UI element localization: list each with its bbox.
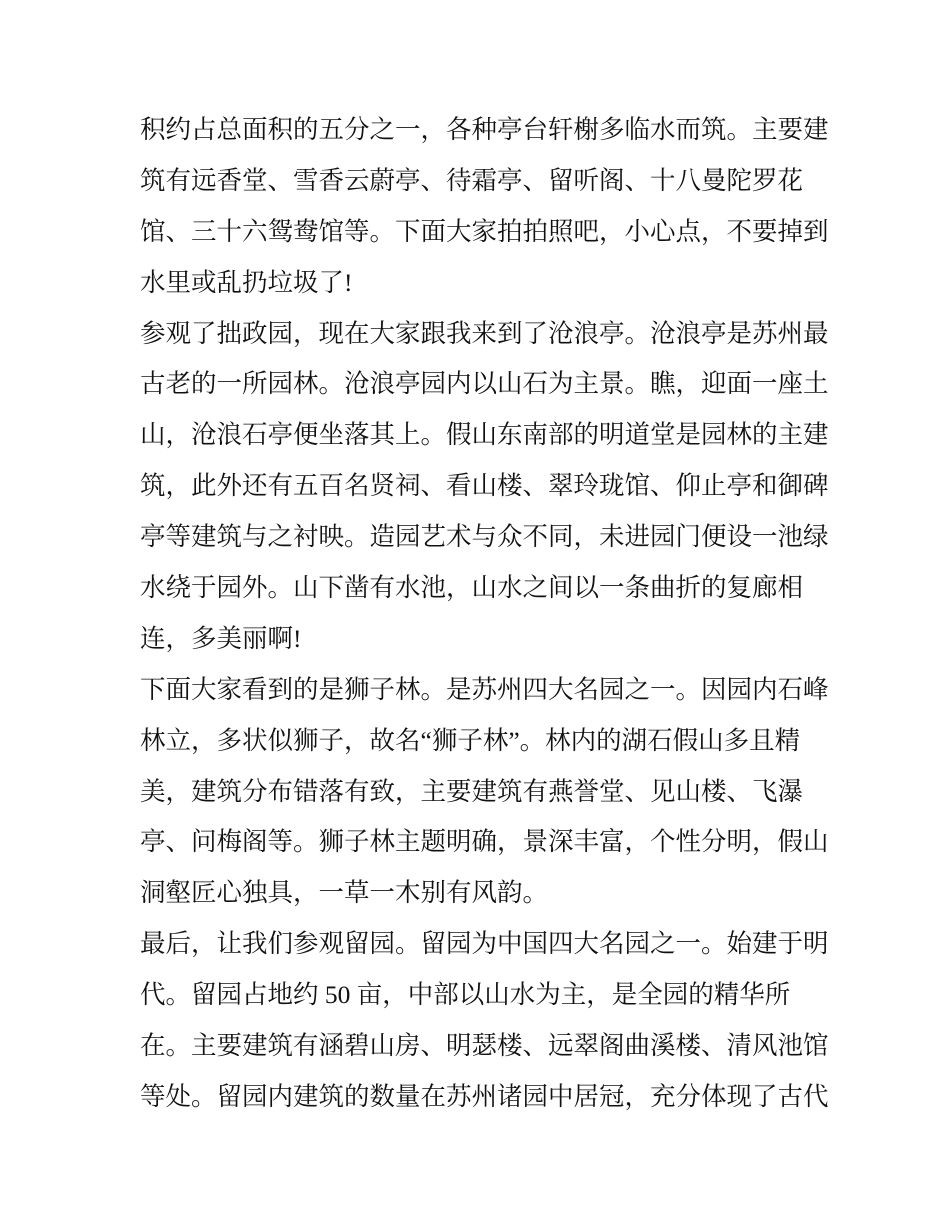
text-line: 等处。留园内建筑的数量在苏州诸园中居冠，充分体现了古代 bbox=[140, 1081, 829, 1111]
text-line: 水里或乱扔垃圾了! bbox=[140, 267, 353, 297]
text-line: 下面大家看到的是狮子林。是苏州四大名园之一。因园内石峰 bbox=[140, 674, 829, 704]
text-line: 山，沧浪石亭便坐落其上。假山东南部的明道堂是园林的主建 bbox=[140, 420, 829, 450]
text-line: 亭等建筑与之衬映。造园艺术与众不同，未进园门便设一池绿 bbox=[140, 522, 829, 552]
text-line: 馆、三十六鸳鸯馆等。下面大家拍拍照吧，小心点，不要掉到 bbox=[140, 216, 829, 246]
text-line: 最后，让我们参观留园。留园为中国四大名园之一。始建于明 bbox=[140, 929, 829, 959]
text-line: 筑有远香堂、雪香云蔚亭、待霜亭、留听阁、十八曼陀罗花 bbox=[140, 165, 804, 195]
text-line: 积约占总面积的五分之一，各种亭台轩榭多临水而筑。主要建 bbox=[140, 115, 829, 144]
paragraph-lingering-garden bbox=[140, 919, 829, 1123]
paragraph-lion-grove bbox=[140, 665, 829, 919]
text-line: 古老的一所园林。沧浪亭园内以山石为主景。瞧，迎面一座土 bbox=[140, 369, 829, 399]
text-line: 亭、问梅阁等。狮子林主题明确，景深丰富，个性分明，假山 bbox=[140, 827, 829, 857]
paragraph-zhuozheng-garden bbox=[140, 105, 829, 309]
text-line: 筑，此外还有五百名贤祠、看山楼、翠玲珑馆、仰止亭和御碑 bbox=[140, 471, 829, 501]
text-line: 在。主要建筑有涵碧山房、明瑟楼、远翠阁曲溪楼、清风池馆 bbox=[140, 1031, 829, 1061]
text-line: 美，建筑分布错落有致，主要建筑有燕誉堂、见山楼、飞瀑 bbox=[140, 776, 804, 806]
text-line: 代。留园占地约 50 亩，中部以山水为主，是全园的精华所 bbox=[140, 980, 791, 1010]
text-line: 洞壑匠心独具，一草一木别有风韵。 bbox=[140, 878, 549, 908]
text-line: 林立，多状似狮子，故名“狮子林”。林内的湖石假山多且精 bbox=[140, 725, 801, 755]
text-line: 水绕于园外。山下凿有水池，山水之间以一条曲折的复廊相 bbox=[140, 573, 804, 603]
document-page bbox=[140, 105, 829, 1123]
text-line: 参观了拙政园，现在大家跟我来到了沧浪亭。沧浪亭是苏州最 bbox=[140, 318, 829, 348]
text-line: 连，多美丽啊! bbox=[140, 623, 302, 653]
paragraph-canglang-pavilion bbox=[140, 309, 829, 665]
